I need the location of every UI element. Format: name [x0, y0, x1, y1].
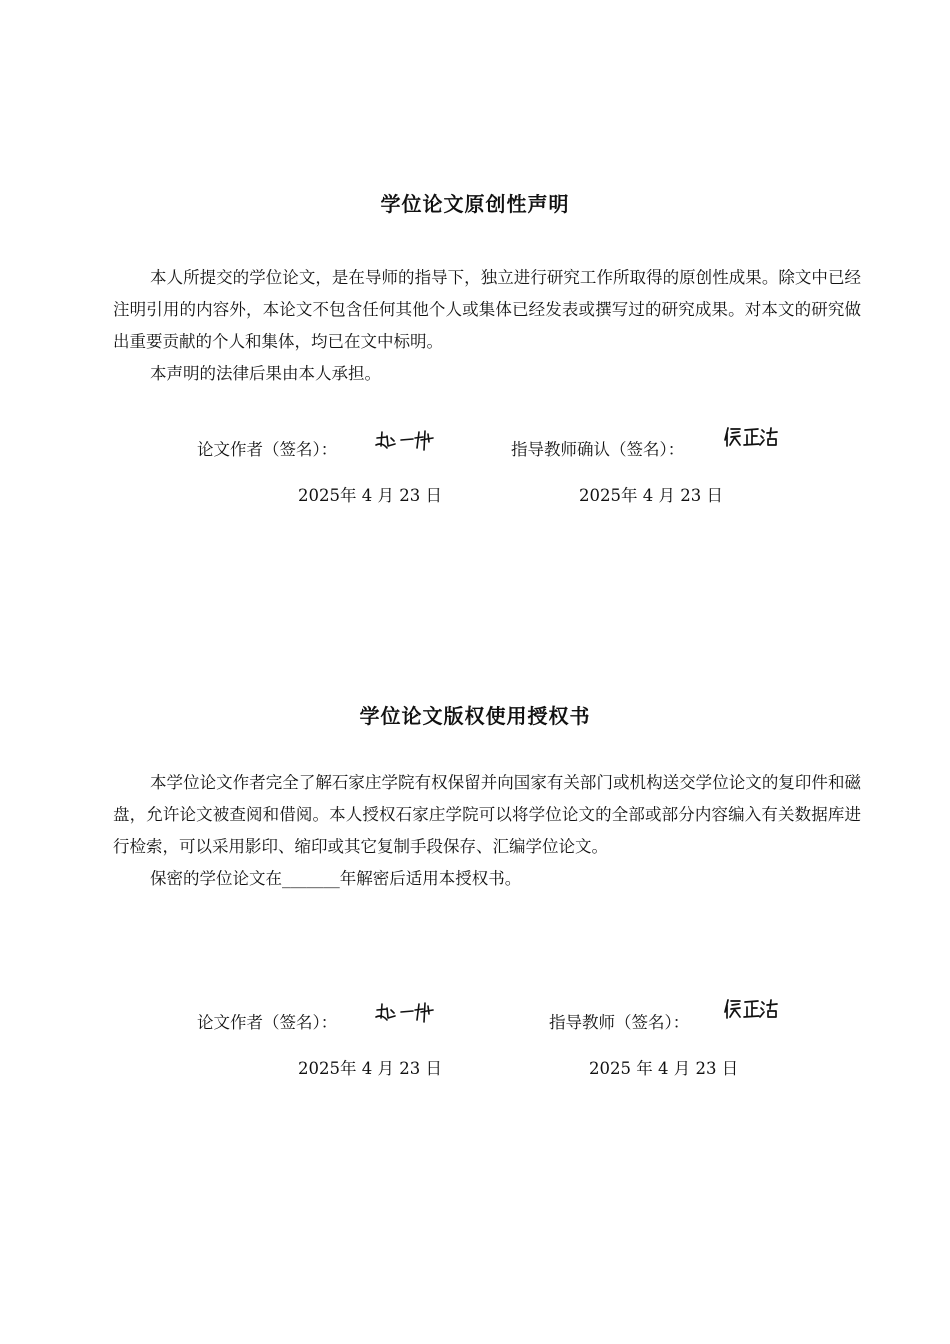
- authorization-author-label: 论文作者（签名）：: [197, 1013, 338, 1032]
- authorization-author-date: 2025年 4 月 23 日: [298, 1059, 442, 1078]
- declaration-author-label: 论文作者（签名）：: [197, 440, 338, 459]
- authorization-advisor-label: 指导教师（签名）：: [549, 1013, 690, 1032]
- declaration-body: [113, 262, 861, 390]
- author-signature: [373, 1000, 439, 1028]
- authorization-title: 学位论文版权使用授权书: [359, 704, 591, 728]
- authorization-paragraph: 本学位论文作者完全了解石家庄学院有权保留并向国家有关部门或机构送交学位论文的复印件和磁盘，允许论文被查阅和借阅。本人授权石家庄学院可以将学位论文的全部或部分内容编入有关数据库进行检索，可以采用影印、缩印或其它复制手段保存、汇编学位论文。: [113, 773, 861, 856]
- authorization-body: [113, 767, 861, 895]
- authorization-advisor-date: 2025 年 4 月 23 日: [589, 1059, 739, 1078]
- declaration-title: 学位论文原创性声明: [380, 192, 570, 216]
- declaration-advisor-date: 2025年 4 月 23 日: [579, 486, 723, 505]
- declaration-advisor-label: 指导教师确认（签名）：: [511, 440, 685, 459]
- author-signature: [373, 428, 439, 456]
- advisor-signature: [722, 424, 780, 450]
- declaration-paragraph: 本人所提交的学位论文，是在导师的指导下，独立进行研究工作所取得的原创性成果。除文中已经注明引用的内容外，本论文不包含任何其他个人或集体已经发表或撰写过的研究成果。对本文的研究做出重要贡献的个人和集体，均已在文中标明。: [113, 268, 861, 351]
- declaration-author-date: 2025年 4 月 23 日: [298, 486, 442, 505]
- authorization-paragraph: 保密的学位论文在_______年解密后适用本授权书。: [150, 869, 522, 888]
- declaration-paragraph: 本声明的法律后果由本人承担。: [150, 364, 381, 383]
- advisor-signature: [722, 996, 780, 1022]
